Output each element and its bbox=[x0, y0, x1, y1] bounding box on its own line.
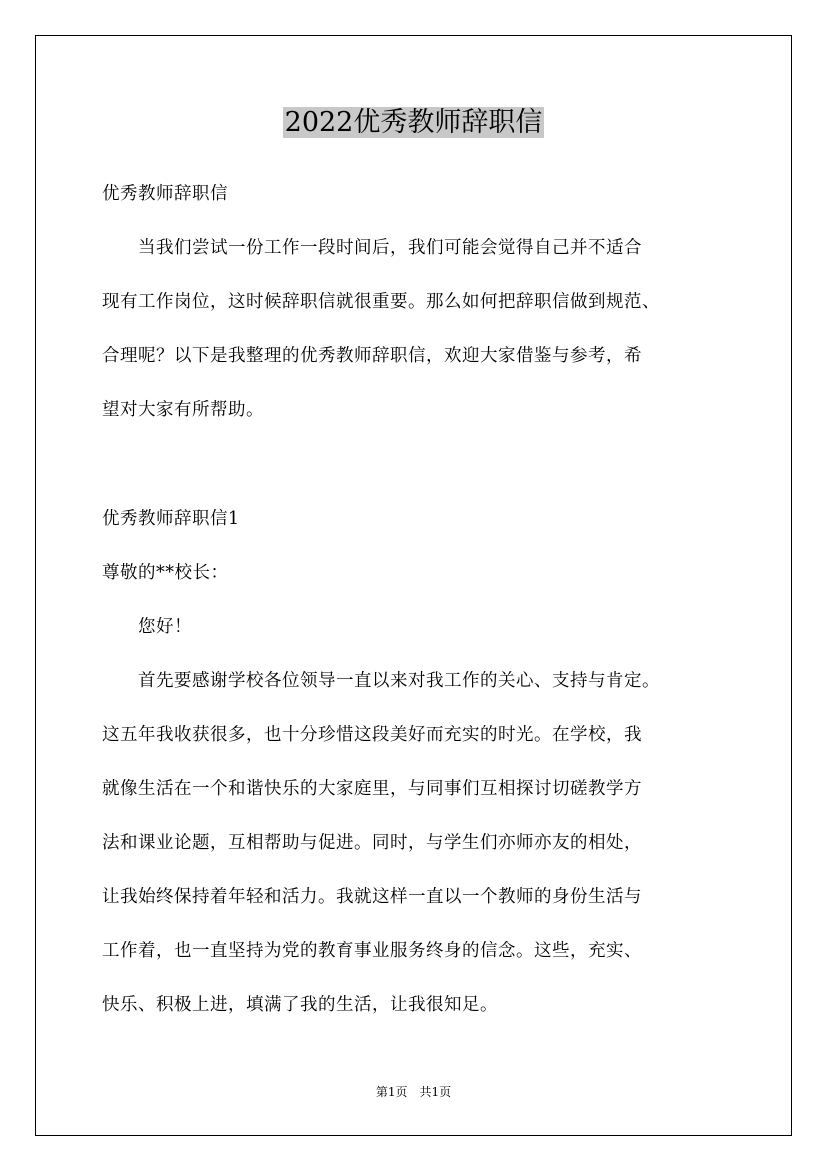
body-line: 您好！ bbox=[102, 617, 192, 637]
body-line: 首先要感谢学校各位领导一直以来对我工作的关心、支持与肯定。 bbox=[102, 671, 660, 691]
body-line: 优秀教师辞职信1 bbox=[102, 509, 240, 529]
body-line: 优秀教师辞职信 bbox=[102, 184, 228, 204]
body-line: 尊敬的**校长： bbox=[102, 563, 229, 583]
body-line: 法和课业论题，互相帮助与促进。同时，与学生们亦师亦友的相处， bbox=[102, 833, 642, 853]
body-line: 工作着，也一直坚持为党的教育事业服务终身的信念。这些，充实、 bbox=[102, 941, 642, 961]
document-title-text: 2022优秀教师辞职信 bbox=[284, 107, 543, 138]
body-line: 合理呢？以下是我整理的优秀教师辞职信，欢迎大家借鉴与参考，希 bbox=[102, 346, 642, 366]
body-line: 就像生活在一个和谐快乐的大家庭里，与同事们互相探讨切磋教学方 bbox=[102, 779, 642, 799]
body-line: 当我们尝试一份工作一段时间后，我们可能会觉得自己并不适合 bbox=[102, 238, 642, 258]
body-line: 现有工作岗位，这时候辞职信就很重要。那么如何把辞职信做到规范、 bbox=[102, 292, 660, 312]
body-line: 让我始终保持着年轻和活力。我就这样一直以一个教师的身份生活与 bbox=[102, 887, 642, 907]
body-line: 望对大家有所帮助。 bbox=[102, 400, 264, 420]
document-title bbox=[0, 104, 827, 142]
body-line: 快乐、积极上进，填满了我的生活，让我很知足。 bbox=[102, 995, 498, 1015]
body-line: 这五年我收获很多，也十分珍惜这段美好而充实的时光。在学校，我 bbox=[102, 725, 642, 745]
page-footer: 第1页 共1页 bbox=[375, 1085, 452, 1099]
